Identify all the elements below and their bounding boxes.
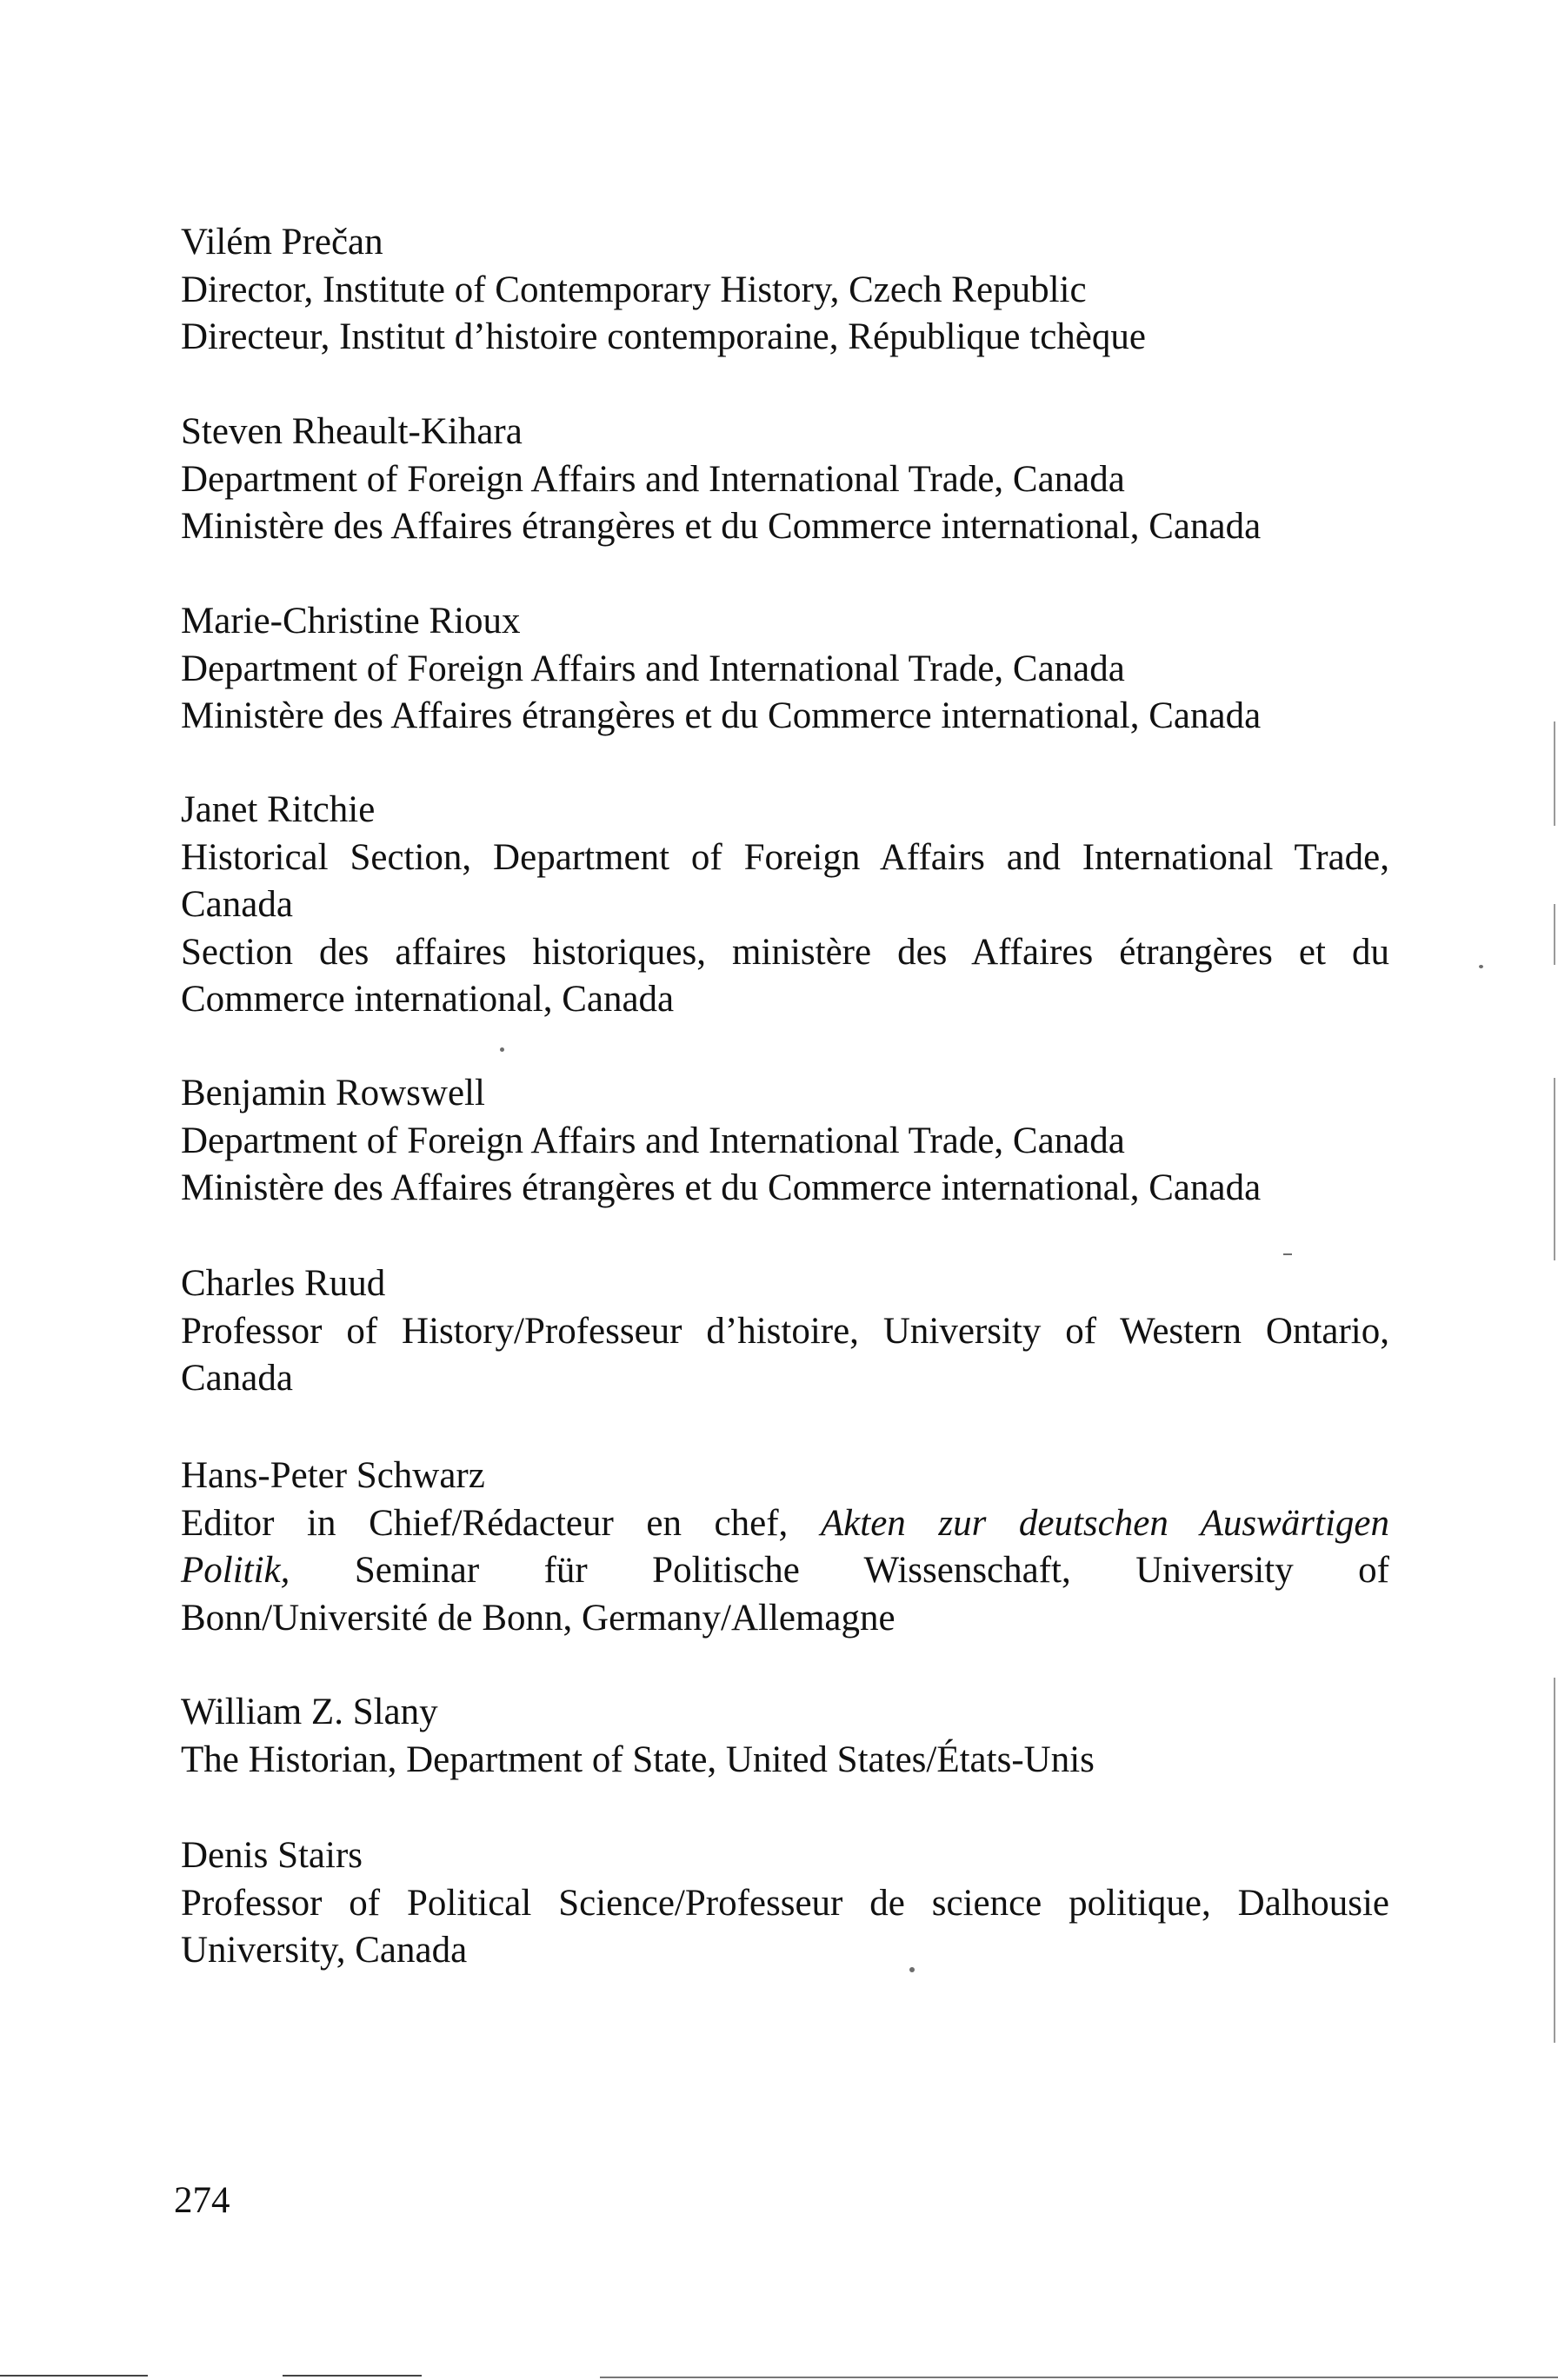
contributor-entry <box>181 1453 1389 1642</box>
scan-speck <box>1479 965 1483 968</box>
page-edge-line <box>1554 904 1555 965</box>
affiliation-line: Ministère des Affaires étrangères et du Commerce international, Canada <box>181 1167 1262 1208</box>
contributor-entry <box>181 598 1389 741</box>
affiliation-line: Canada <box>181 1358 293 1399</box>
contributor-name: William Z. Slany <box>181 1692 438 1732</box>
page-bottom-rule <box>283 2375 422 2377</box>
contributor-entry <box>181 1070 1389 1213</box>
contributor-entry <box>181 409 1389 551</box>
affiliation-line: Department of Foreign Affairs and International Trade, Canada <box>181 648 1125 689</box>
affiliation-line <box>181 1500 1389 1548</box>
contributor-name: Benjamin Rowswell <box>181 1073 485 1114</box>
scan-speck <box>909 1967 915 1972</box>
affiliation-line: The Historian, Department of State, United States/États-Unis <box>181 1738 1095 1780</box>
page-number: 274 <box>174 2180 230 2221</box>
affiliation-line: Commerce international, Canada <box>181 979 675 1020</box>
contributor-entry <box>181 219 1389 362</box>
contributor-name: Marie-Christine Rioux <box>181 601 521 642</box>
page-edge-line <box>1554 1078 1555 1260</box>
page-bottom-rule <box>0 2375 148 2377</box>
contributor-name: Hans-Peter Schwarz <box>181 1455 485 1496</box>
page-edge-line <box>1554 721 1555 826</box>
affiliation-line: Bonn/Université de Bonn, Germany/Allemagne <box>181 1597 896 1639</box>
affiliation-line: University, Canada <box>181 1930 468 1971</box>
affiliation-line: Professor of Political Science/Professeur de science politique, Dalhousie <box>181 1882 1389 1924</box>
affiliation-line: Department of Foreign Affairs and International Trade, Canada <box>181 458 1125 500</box>
affiliation-line: Professor of History/Professeur d’histoire, University of Western Ontario, <box>181 1310 1389 1352</box>
affiliation-line: Ministère des Affaires étrangères et du Commerce international, Canada <box>181 695 1262 736</box>
contributor-name: Steven Rheault-Kihara <box>181 411 523 452</box>
page-edge-line <box>1554 1678 1555 2043</box>
affiliation-line: Historical Section, Department of Foreign Affairs and International Trade, <box>181 836 1389 878</box>
contributor-entry <box>181 1260 1389 1403</box>
contributor-entry <box>181 1832 1389 1975</box>
affiliation-line: Director, Institute of Contemporary History, Czech Republic <box>181 269 1087 310</box>
contributor-name: Denis Stairs <box>181 1835 363 1876</box>
scan-speck <box>500 1047 504 1052</box>
affiliation-line: Ministère des Affaires étrangères et du Commerce international, Canada <box>181 506 1262 547</box>
publication-title: Akten zur deutschen Auswärtigen <box>820 1502 1390 1544</box>
publication-title: Politik, <box>181 1550 290 1591</box>
affiliation-line: Department of Foreign Affairs and International Trade, Canada <box>181 1120 1125 1161</box>
contributor-name: Vilém Prečan <box>181 222 383 263</box>
contributor-entry <box>181 787 1389 1024</box>
scan-speck <box>1283 1253 1292 1255</box>
role-text: Editor in Chief/Rédacteur en chef, <box>181 1502 789 1544</box>
page-bottom-rule <box>600 2377 1558 2378</box>
contributor-name: Charles Ruud <box>181 1263 386 1304</box>
contributor-entry <box>181 1689 1389 1784</box>
affiliation-line: Section des affaires historiques, ministère des Affaires étrangères et du <box>181 931 1389 973</box>
affiliation-line <box>181 1547 1389 1595</box>
affiliation-line: Directeur, Institut d’histoire contemporaine, République tchèque <box>181 316 1146 357</box>
contributor-name: Janet Ritchie <box>181 789 376 830</box>
affiliation-line: Canada <box>181 884 293 925</box>
institution-text: Seminar für Politische Wissenschaft, University of <box>354 1550 1389 1591</box>
